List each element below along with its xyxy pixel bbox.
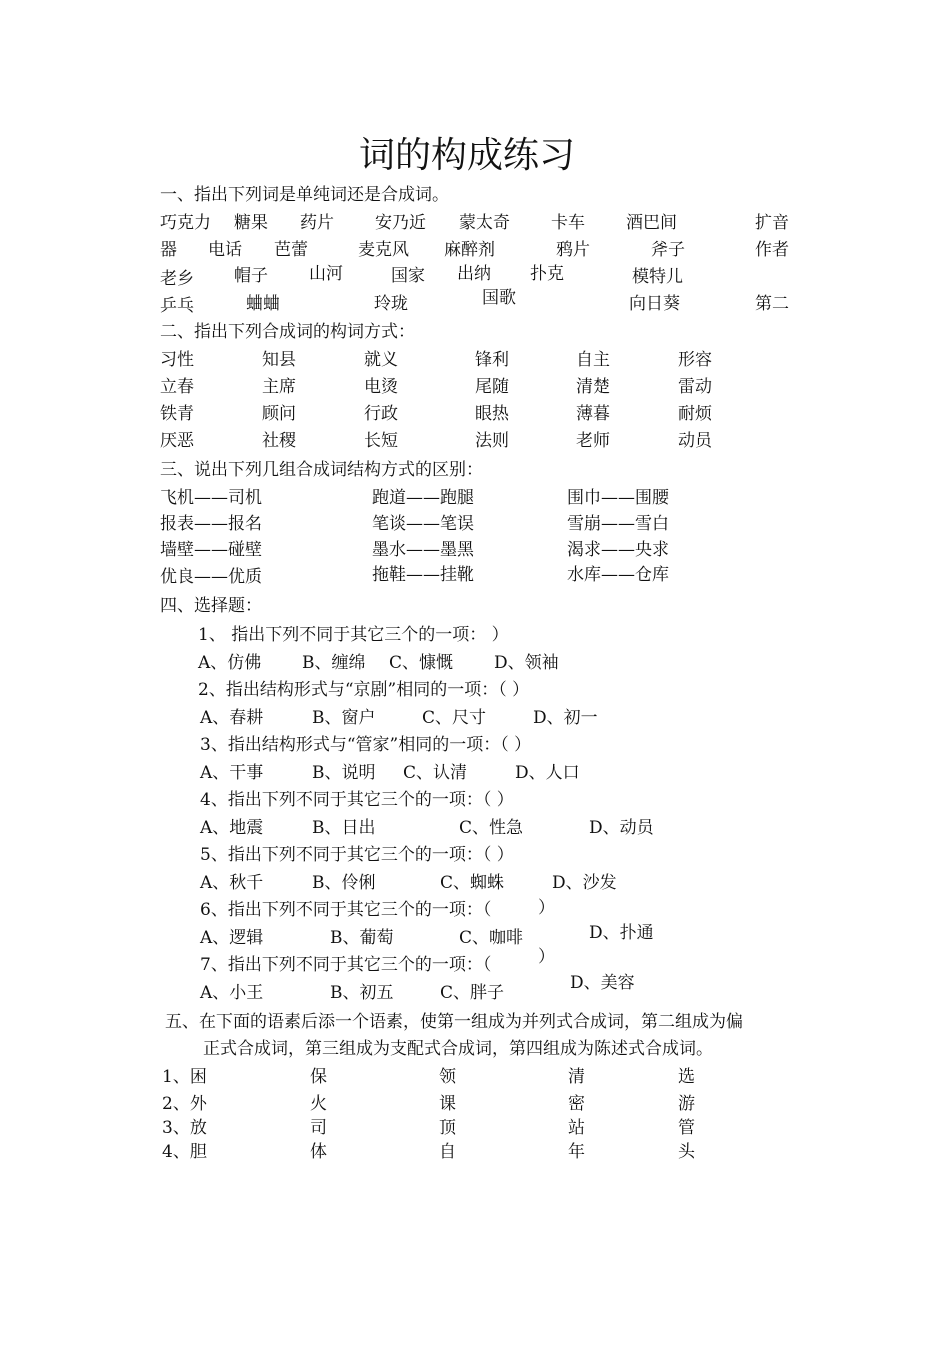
option: A、地震 [200, 818, 264, 838]
s5-cell: 3、放 [162, 1118, 207, 1138]
s1-word: 蛐蛐 [246, 294, 280, 314]
s5-cell: 1、困 [162, 1067, 207, 1087]
s5-cell: 头 [678, 1142, 695, 1162]
option: C、尺寸 [422, 708, 487, 728]
s1-word: 乒乓 [160, 296, 194, 316]
question-2: 2、指出结构形式与“京剧”相同的一项：（ ） [198, 680, 530, 700]
s2-word: 电烫 [364, 377, 398, 397]
s1-word: 帽子 [234, 266, 268, 286]
question-5: 5、指出下列不同于其它三个的一项：（ ） [200, 845, 514, 865]
option: B、葡萄 [330, 928, 394, 948]
question-1: 1、 指出下列不同于其它三个的一项： ） [198, 625, 509, 645]
option: A、秋千 [200, 873, 264, 893]
option: C、咖啡 [459, 928, 524, 948]
s2-word: 知县 [262, 350, 296, 370]
option: C、认清 [403, 763, 468, 783]
option: D、领袖 [494, 653, 559, 673]
s1-word: 酒巴间 [626, 213, 677, 233]
s2-word: 耐烦 [678, 404, 712, 424]
option: B、初五 [330, 983, 394, 1003]
s3-pair: 拖鞋——挂靴 [372, 565, 474, 585]
option: A、仿佛 [198, 653, 262, 673]
s1-word: 鸦片 [556, 240, 590, 260]
s2-word: 就义 [364, 350, 398, 370]
s5-cell: 年 [568, 1142, 585, 1162]
s5-cell: 顶 [439, 1118, 456, 1138]
s5-cell: 领 [439, 1067, 456, 1087]
option: D、动员 [589, 818, 654, 838]
s3-pair: 墙壁——碰壁 [160, 540, 262, 560]
section4-heading: 四、选择题： [160, 596, 262, 616]
s3-pair: 报表——报名 [160, 514, 262, 534]
s5-cell: 4、胆 [162, 1142, 207, 1162]
s1-word: 电话 [208, 240, 242, 260]
s3-pair: 围巾——围腰 [567, 488, 669, 508]
s2-word: 形容 [678, 350, 712, 370]
s5-cell: 保 [310, 1067, 327, 1087]
s1-word: 麻醉剂 [444, 240, 495, 260]
option: D、人口 [515, 763, 580, 783]
s2-word: 老师 [576, 431, 610, 451]
question-6: 6、指出下列不同于其它三个的一项：（ [200, 900, 492, 920]
s5-cell: 自 [439, 1142, 456, 1162]
s2-word: 铁青 [160, 404, 194, 424]
s2-word: 眼热 [475, 404, 509, 424]
s3-pair: 优良——优质 [160, 567, 262, 587]
s3-pair: 跑道——跑腿 [372, 488, 474, 508]
s5-cell: 司 [310, 1118, 327, 1138]
s5-cell: 课 [439, 1094, 456, 1114]
s2-word: 厌恶 [160, 431, 194, 451]
s1-word: 安乃近 [375, 213, 426, 233]
s1-word: 国家 [391, 266, 425, 286]
option: D、沙发 [552, 873, 617, 893]
s2-word: 动员 [678, 431, 712, 451]
s5-cell: 火 [310, 1094, 327, 1114]
s1-word: 第二 [755, 294, 789, 314]
s5-cell: 选 [678, 1067, 695, 1087]
section5-heading-cont: 正式合成词，第三组成为支配式合成词，第四组成为陈述式合成词。 [203, 1039, 713, 1059]
s3-pair: 水库——仓库 [567, 565, 669, 585]
option: B、伶俐 [312, 873, 376, 893]
option: A、春耕 [200, 708, 264, 728]
s1-word: 蒙太奇 [459, 213, 510, 233]
s3-pair: 笔谈——笔误 [372, 514, 474, 534]
option: D、扑通 [589, 923, 654, 943]
question-7: 7、指出下列不同于其它三个的一项：（ [200, 955, 492, 975]
option: C、胖子 [440, 983, 505, 1003]
s5-cell: 游 [678, 1094, 695, 1114]
s1-word: 器 [160, 240, 177, 260]
s5-cell: 清 [568, 1067, 585, 1087]
s3-pair: 雪崩——雪白 [567, 514, 669, 534]
s1-word: 扩音 [755, 213, 789, 233]
question-7-close-paren: ） [538, 947, 555, 967]
s5-cell: 密 [568, 1094, 585, 1114]
s2-word: 习性 [160, 350, 194, 370]
s2-word: 长短 [364, 431, 398, 451]
s2-word: 行政 [364, 404, 398, 424]
s1-word: 模特儿 [632, 267, 683, 287]
option: D、初一 [533, 708, 598, 728]
s5-cell: 2、外 [162, 1094, 207, 1114]
s2-word: 社稷 [262, 431, 296, 451]
s1-word: 老乡 [160, 269, 194, 289]
s1-word: 斧子 [651, 240, 685, 260]
s3-pair: 墨水——墨黑 [372, 540, 474, 560]
s5-cell: 管 [678, 1118, 695, 1138]
s1-word: 麦克风 [358, 240, 409, 260]
s1-word: 山河 [309, 264, 343, 284]
s1-word: 玲珑 [374, 294, 408, 314]
option: A、小王 [200, 983, 264, 1003]
option: B、窗户 [312, 708, 376, 728]
s1-word: 作者 [755, 240, 789, 260]
s2-word: 锋利 [475, 350, 509, 370]
section2-heading: 二、指出下列合成词的构词方式： [160, 322, 415, 342]
option: C、慷慨 [389, 653, 454, 673]
s1-word: 芭蕾 [274, 240, 308, 260]
s2-word: 薄暮 [576, 404, 610, 424]
s3-pair: 飞机——司机 [160, 488, 262, 508]
s1-word: 卡车 [551, 213, 585, 233]
s3-pair: 渴求——央求 [567, 540, 669, 560]
s1-word: 国歌 [482, 288, 516, 308]
option: D、美容 [570, 973, 635, 993]
s2-word: 主席 [262, 377, 296, 397]
s2-word: 雷动 [678, 377, 712, 397]
question-3: 3、指出结构形式与“管家”相同的一项：（ ） [200, 735, 532, 755]
s1-word: 糖果 [234, 213, 268, 233]
s5-cell: 站 [568, 1118, 585, 1138]
section5-heading: 五、在下面的语素后添一个语素，使第一组成为并列式合成词，第二组成为偏 [165, 1012, 743, 1032]
s2-word: 顾问 [262, 404, 296, 424]
s2-word: 自主 [576, 350, 610, 370]
s1-word: 扑克 [530, 264, 564, 284]
option: B、缠绵 [302, 653, 366, 673]
option: B、说明 [312, 763, 376, 783]
s2-word: 法则 [475, 431, 509, 451]
section3-heading: 三、说出下列几组合成词结构方式的区别： [160, 460, 483, 480]
option: B、日出 [312, 818, 376, 838]
s1-word: 向日葵 [629, 294, 680, 314]
option: A、逻辑 [200, 928, 264, 948]
s5-cell: 体 [310, 1142, 327, 1162]
s2-word: 立春 [160, 377, 194, 397]
question-4: 4、指出下列不同于其它三个的一项：（ ） [200, 790, 514, 810]
s2-word: 尾随 [475, 377, 509, 397]
s2-word: 清楚 [576, 377, 610, 397]
question-6-close-paren: ） [538, 898, 555, 918]
section1-heading: 一、指出下列词是单纯词还是合成词。 [160, 185, 449, 205]
option: A、干事 [200, 763, 264, 783]
s1-word: 出纳 [457, 264, 491, 284]
option: C、性急 [459, 818, 524, 838]
page-title: 词的构成练习 [359, 135, 576, 176]
s1-word: 药片 [300, 213, 334, 233]
s1-word: 巧克力 [160, 213, 211, 233]
option: C、蜘蛛 [440, 873, 505, 893]
